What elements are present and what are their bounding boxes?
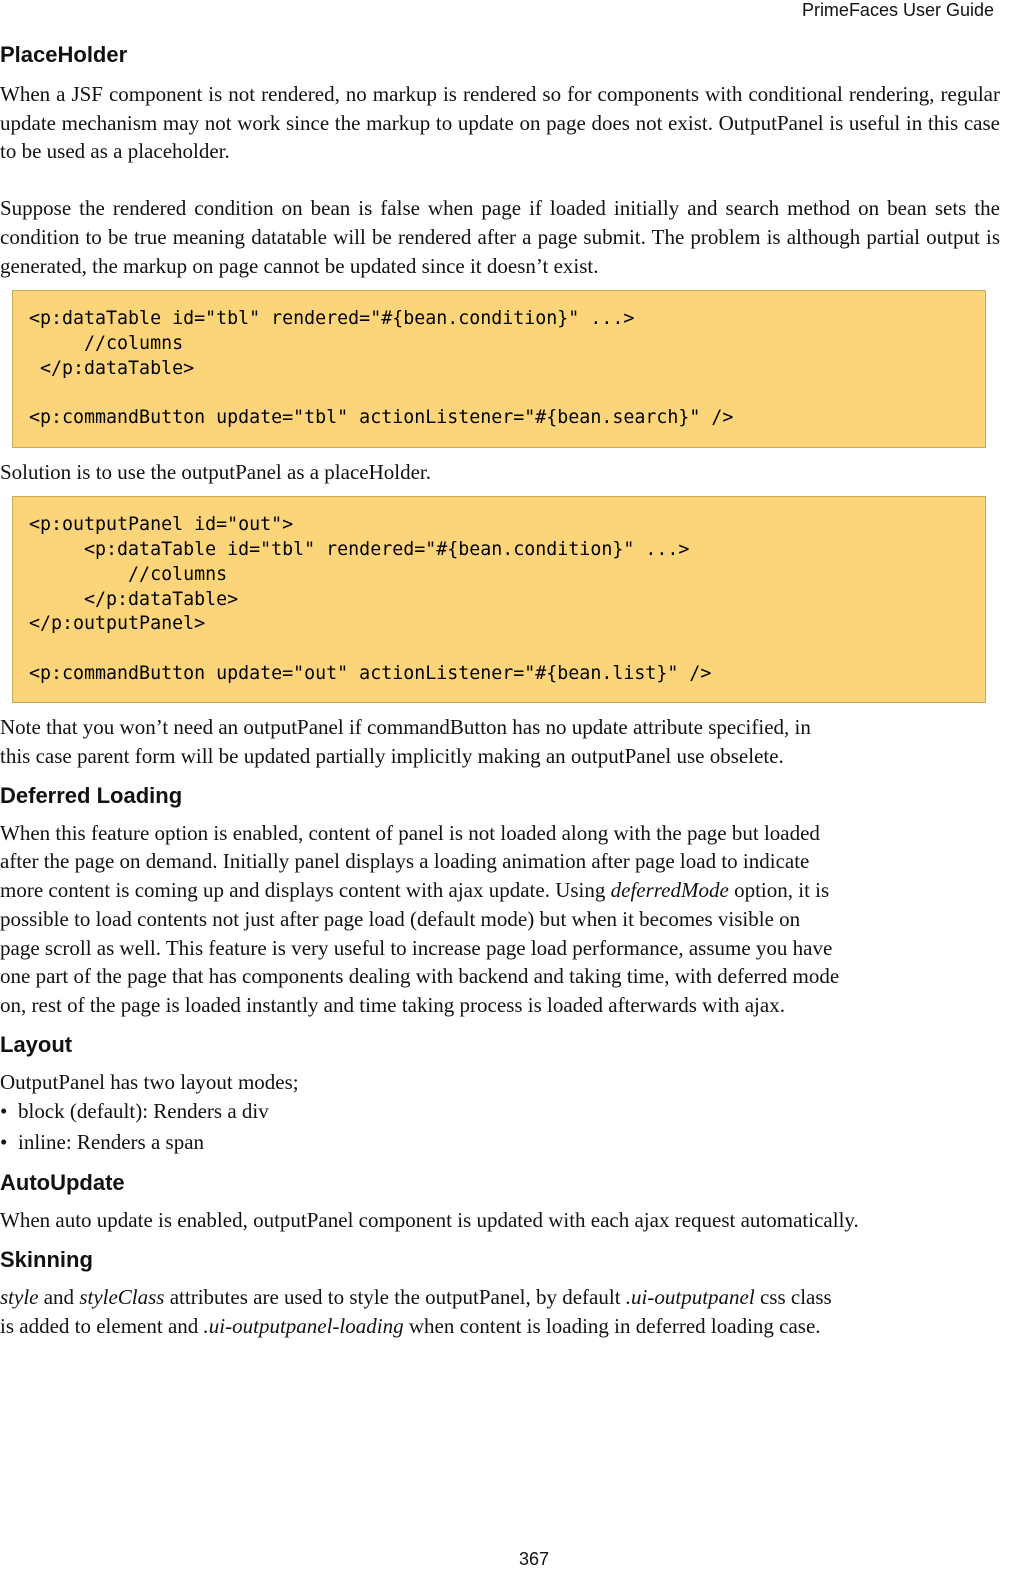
paragraph-autoupdate: When auto update is enabled, outputPanel component is updated with each ajax request automatically.	[0, 1208, 859, 1233]
deferred-line-5: page scroll as well. This feature is very useful to increase page load performance, assume you have	[0, 935, 833, 960]
layout-mode-list	[0, 1096, 1000, 1158]
paragraph-placeholder-intro: When a JSF component is not rendered, no markup is rendered so for components with conditional rendering, regular update mechanism may not work since the markup to update on page does not exist. OutputPanel is useful in this case to be used as a placeholder.	[0, 82, 1000, 164]
section-heading-autoupdate: AutoUpdate	[0, 1170, 125, 1196]
term-style: style	[0, 1285, 39, 1310]
note-line-2: this case parent form will be updated partially implicitly making an outputPanel use obselete.	[0, 744, 784, 769]
page-number: 367	[518, 1549, 550, 1569]
list-item-text: block (default): Renders a div	[18, 1099, 269, 1124]
text: and	[38, 1285, 80, 1310]
page-content	[0, 40, 1000, 1341]
text: css class	[754, 1285, 832, 1310]
section-heading-placeholder: PlaceHolder	[0, 42, 128, 67]
text: when content is loading in deferred loading case.	[403, 1313, 821, 1338]
section-heading-layout: Layout	[0, 1031, 73, 1057]
bullet-icon: •	[0, 1130, 8, 1155]
code-block-outputpanel: <p:outputPanel id="out"> <p:dataTable id="tbl" rendered="#{bean.condition}" ...> //columns </p:dataTable> </p:outputPanel> <p:commandButton update="out" actionListener="#{bean.list}" />	[12, 496, 986, 703]
bullet-icon: •	[0, 1099, 8, 1124]
section-heading-deferred-loading: Deferred Loading	[0, 782, 183, 808]
paragraph-placeholder-problem: Suppose the rendered condition on bean is false when page if loaded initially and search method on bean sets the condition to be true meaning datatable will be rendered after a page submit. The problem is although partial output is generated, the markup on page cannot be updated since it doesn’t exist.	[0, 196, 1000, 278]
deferred-line-4: possible to load contents not just after page load (default mode) but when it becomes visible on	[0, 906, 801, 931]
section-heading-skinning: Skinning	[0, 1247, 93, 1273]
deferred-mode-term: deferredMode	[610, 878, 729, 903]
paragraph-deferred-loading	[0, 819, 1000, 1020]
note-line-1: Note that you won’t need an outputPanel if commandButton has no update attribute specified, in	[0, 715, 811, 740]
term-ui-outputpanel-loading: .ui-outputpanel-loading	[203, 1313, 404, 1338]
running-header: PrimeFaces User Guide	[801, 0, 994, 20]
deferred-line-1: When this feature option is enabled, content of panel is not loaded along with the page but loaded	[0, 820, 820, 845]
text: is added to element and	[0, 1313, 204, 1338]
code-block-datatable: <p:dataTable id="tbl" rendered="#{bean.condition}" ...> //columns </p:dataTable> <p:commandButton update="tbl" actionListener="#{bean.search}" />	[12, 290, 986, 448]
deferred-line-2: after the page on demand. Initially panel displays a loading animation after page load to indicate	[0, 849, 810, 874]
list-item	[0, 1096, 1000, 1127]
list-item-text: inline: Renders a span	[18, 1130, 205, 1155]
paragraph-solution: Solution is to use the outputPanel as a placeHolder.	[0, 459, 432, 484]
paragraph-skinning	[0, 1283, 1000, 1340]
term-ui-outputpanel: .ui-outputpanel	[625, 1285, 755, 1310]
paragraph-note	[0, 713, 1000, 770]
paragraph-layout-intro: OutputPanel has two layout modes;	[0, 1069, 299, 1094]
deferred-line-6: one part of the page that has components dealing with backend and taking time, with deferred mode	[0, 964, 840, 989]
deferred-line-3: more content is coming up and displays content with ajax update. Using	[0, 878, 611, 903]
text: attributes are used to style the outputPanel, by default	[164, 1285, 626, 1310]
deferred-line-7: on, rest of the page is loaded instantly and time taking process is loaded afterwards with ajax.	[0, 992, 785, 1017]
term-styleclass: styleClass	[79, 1285, 165, 1310]
deferred-line-3-end: option, it is	[728, 878, 830, 903]
list-item	[0, 1127, 1000, 1158]
